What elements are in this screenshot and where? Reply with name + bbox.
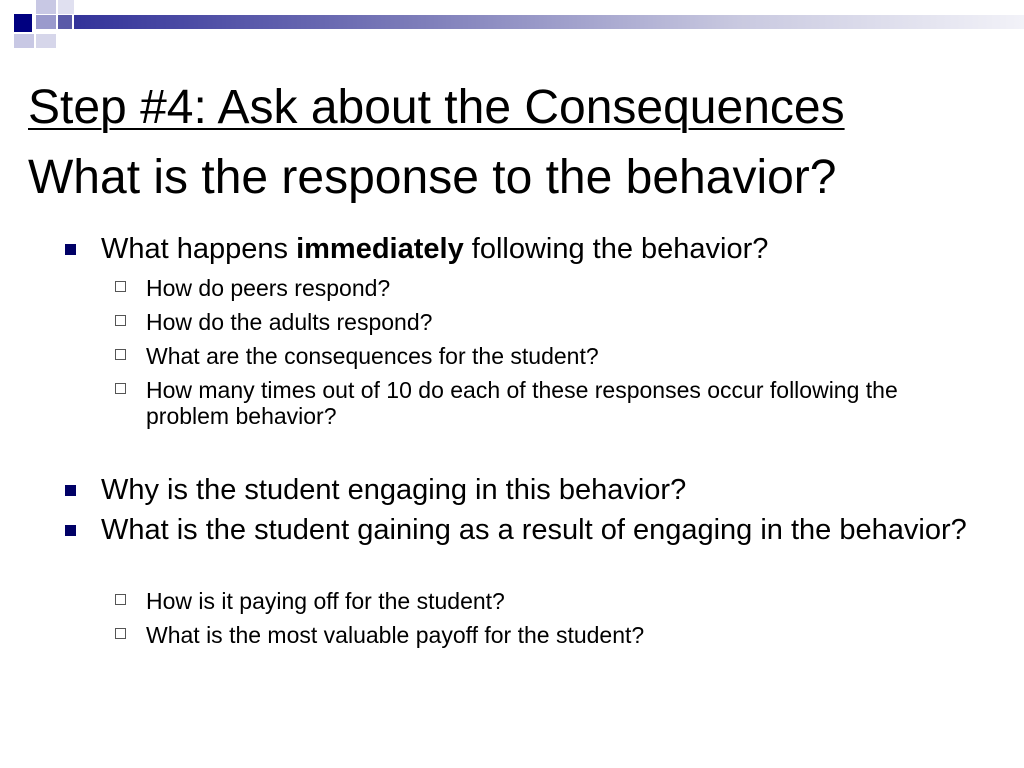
hollow-square-bullet-icon (115, 383, 126, 394)
hollow-square-bullet-icon (115, 594, 126, 605)
square-bullet-icon (65, 244, 76, 255)
sub-bullet-item (146, 343, 986, 369)
sub-bullet-text: How many times out of 10 do each of these responses occur following the problem behavior? (146, 377, 898, 429)
bullet-emphasis: immediately (296, 233, 464, 265)
square-bullet-icon (65, 485, 76, 496)
sub-bullet-text: What is the most valuable payoff for the student? (146, 622, 645, 648)
sub-bullet-item (146, 377, 926, 429)
bullet-text: Why is the student engaging in this behavior? (101, 474, 687, 506)
hollow-square-bullet-icon (115, 628, 126, 639)
deco-square-light (58, 0, 74, 14)
hollow-square-bullet-icon (115, 281, 126, 292)
deco-square-light (14, 34, 34, 48)
sub-bullet-text: What are the consequences for the student? (146, 343, 599, 369)
slide-title: Step #4: Ask about the Consequences (28, 81, 845, 134)
bullet-item (101, 514, 981, 546)
header-gradient-bar (74, 15, 1024, 29)
sub-bullet-text: How is it paying off for the student? (146, 588, 505, 614)
sub-bullet-text: How do peers respond? (146, 275, 391, 301)
deco-square-mid (36, 15, 56, 29)
slide-subtitle: What is the response to the behavior? (28, 151, 837, 204)
bullet-item (101, 474, 1001, 506)
deco-square-light (36, 0, 56, 14)
deco-square-mid (58, 15, 72, 29)
sub-bullet-item (146, 622, 986, 648)
hollow-square-bullet-icon (115, 315, 126, 326)
bullet-text: What happens (101, 233, 297, 265)
sub-bullet-item (146, 275, 986, 301)
bullet-text: following the behavior? (463, 233, 769, 265)
header-decoration (0, 0, 1024, 60)
deco-square-mid (36, 34, 56, 48)
sub-bullet-text: How do the adults respond? (146, 309, 433, 335)
square-bullet-icon (65, 525, 76, 536)
deco-square-dark (14, 14, 32, 32)
hollow-square-bullet-icon (115, 349, 126, 360)
bullet-item (101, 233, 1001, 265)
sub-bullet-item (146, 588, 986, 614)
sub-bullet-item (146, 309, 986, 335)
bullet-text: What is the student gaining as a result of engaging in the behavior? (101, 514, 967, 546)
